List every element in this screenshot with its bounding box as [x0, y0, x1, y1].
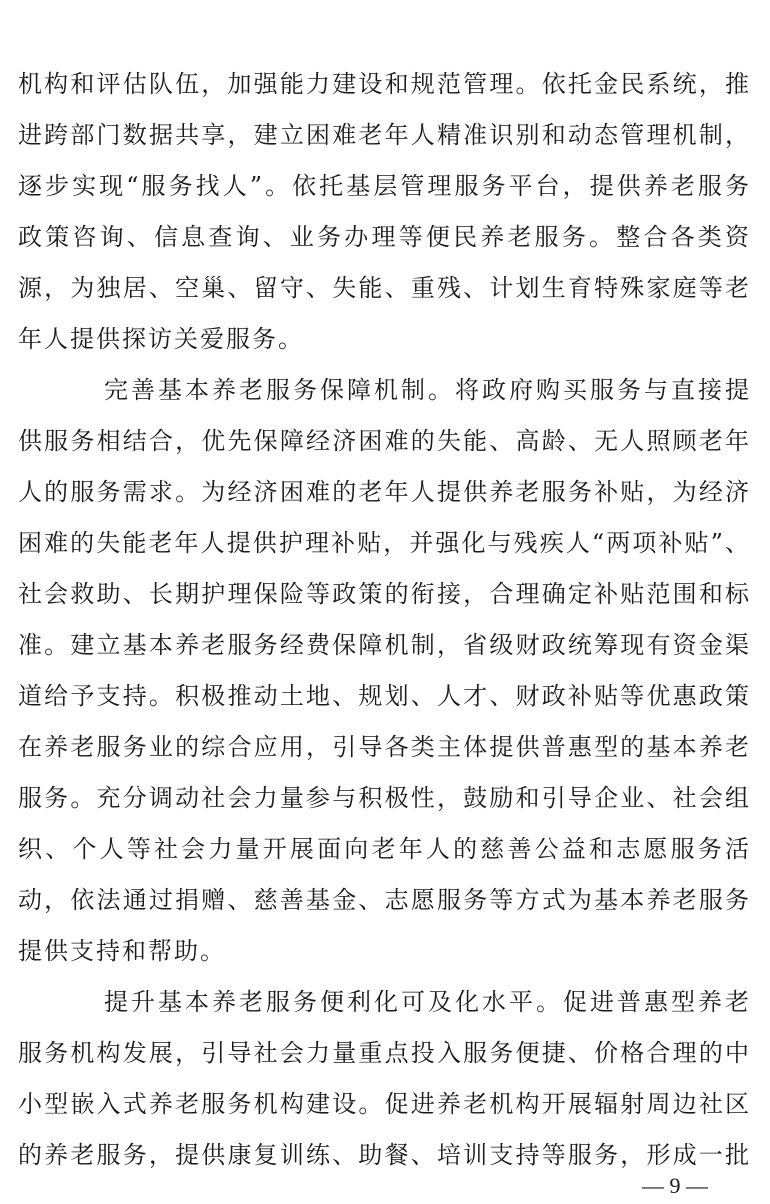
paragraph-2-line-8: 在养老服务业的综合应用，引导各类主体提供普惠型的基本养老: [18, 733, 751, 761]
paragraph-3-line-2: 服务机构发展，引导社会力量重点投入服务便捷、价格合理的中: [18, 1039, 751, 1067]
paragraph-2-line-4: 困难的失能老年人提供护理补贴，并强化与残疾人“两项补贴”、: [18, 529, 751, 557]
paragraph-1-line-5: 源，为独居、空巢、留守、失能、重残、计划生育特殊家庭等老: [18, 274, 751, 302]
paragraph-2-line-6: 准。建立基本养老服务经费保障机制，省级财政统筹现有资金渠: [18, 631, 751, 659]
paragraph-1-line-6: 年人提供探访关爱服务。: [18, 325, 304, 353]
paragraph-2-line-5: 社会救助、长期护理保险等政策的衔接，合理确定补贴范围和标: [18, 580, 751, 608]
paragraph-2-line-12: 提供支持和帮助。: [18, 937, 226, 965]
paragraph-1-line-2: 进跨部门数据共享，建立困难老年人精准识别和动态管理机制，: [18, 121, 751, 149]
paragraph-2-line-2: 供服务相结合，优先保障经济困难的失能、高龄、无人照顾老年: [18, 427, 751, 455]
page-number: — 9 —: [642, 1173, 708, 1198]
paragraph-2-line-11: 动，依法通过捐赠、慈善基金、志愿服务等方式为基本养老服务: [18, 886, 751, 914]
paragraph-1-line-1: 机构和评估队伍，加强能力建设和规范管理。依托金民系统，推: [18, 70, 751, 98]
paragraph-2-line-10: 织、个人等社会力量开展面向老年人的慈善公益和志愿服务活: [18, 835, 751, 863]
paragraph-1-line-4: 政策咨询、信息查询、业务办理等便民养老服务。整合各类资: [18, 223, 751, 251]
paragraph-2-line-3: 人的服务需求。为经济困难的老年人提供养老服务补贴，为经济: [18, 478, 751, 506]
paragraph-3-line-1: 提升基本养老服务便利化可及化水平。促进普惠型养老: [104, 988, 751, 1016]
paragraph-3-line-3: 小型嵌入式养老服务机构建设。促进养老机构开展辐射周边社区: [18, 1090, 751, 1118]
paragraph-2-line-9: 服务。充分调动社会力量参与积极性，鼓励和引导企业、社会组: [18, 784, 751, 812]
paragraph-1-line-3: 逐步实现“服务找人”。依托基层管理服务平台，提供养老服务: [18, 172, 751, 200]
paragraph-2-line-1: 完善基本养老服务保障机制。将政府购买服务与直接提: [104, 376, 751, 404]
paragraph-2-line-7: 道给予支持。积极推动土地、规划、人才、财政补贴等优惠政策: [18, 682, 751, 710]
paragraph-3-line-4: 的养老服务，提供康复训练、助餐、培训支持等服务，形成一批: [18, 1141, 751, 1169]
